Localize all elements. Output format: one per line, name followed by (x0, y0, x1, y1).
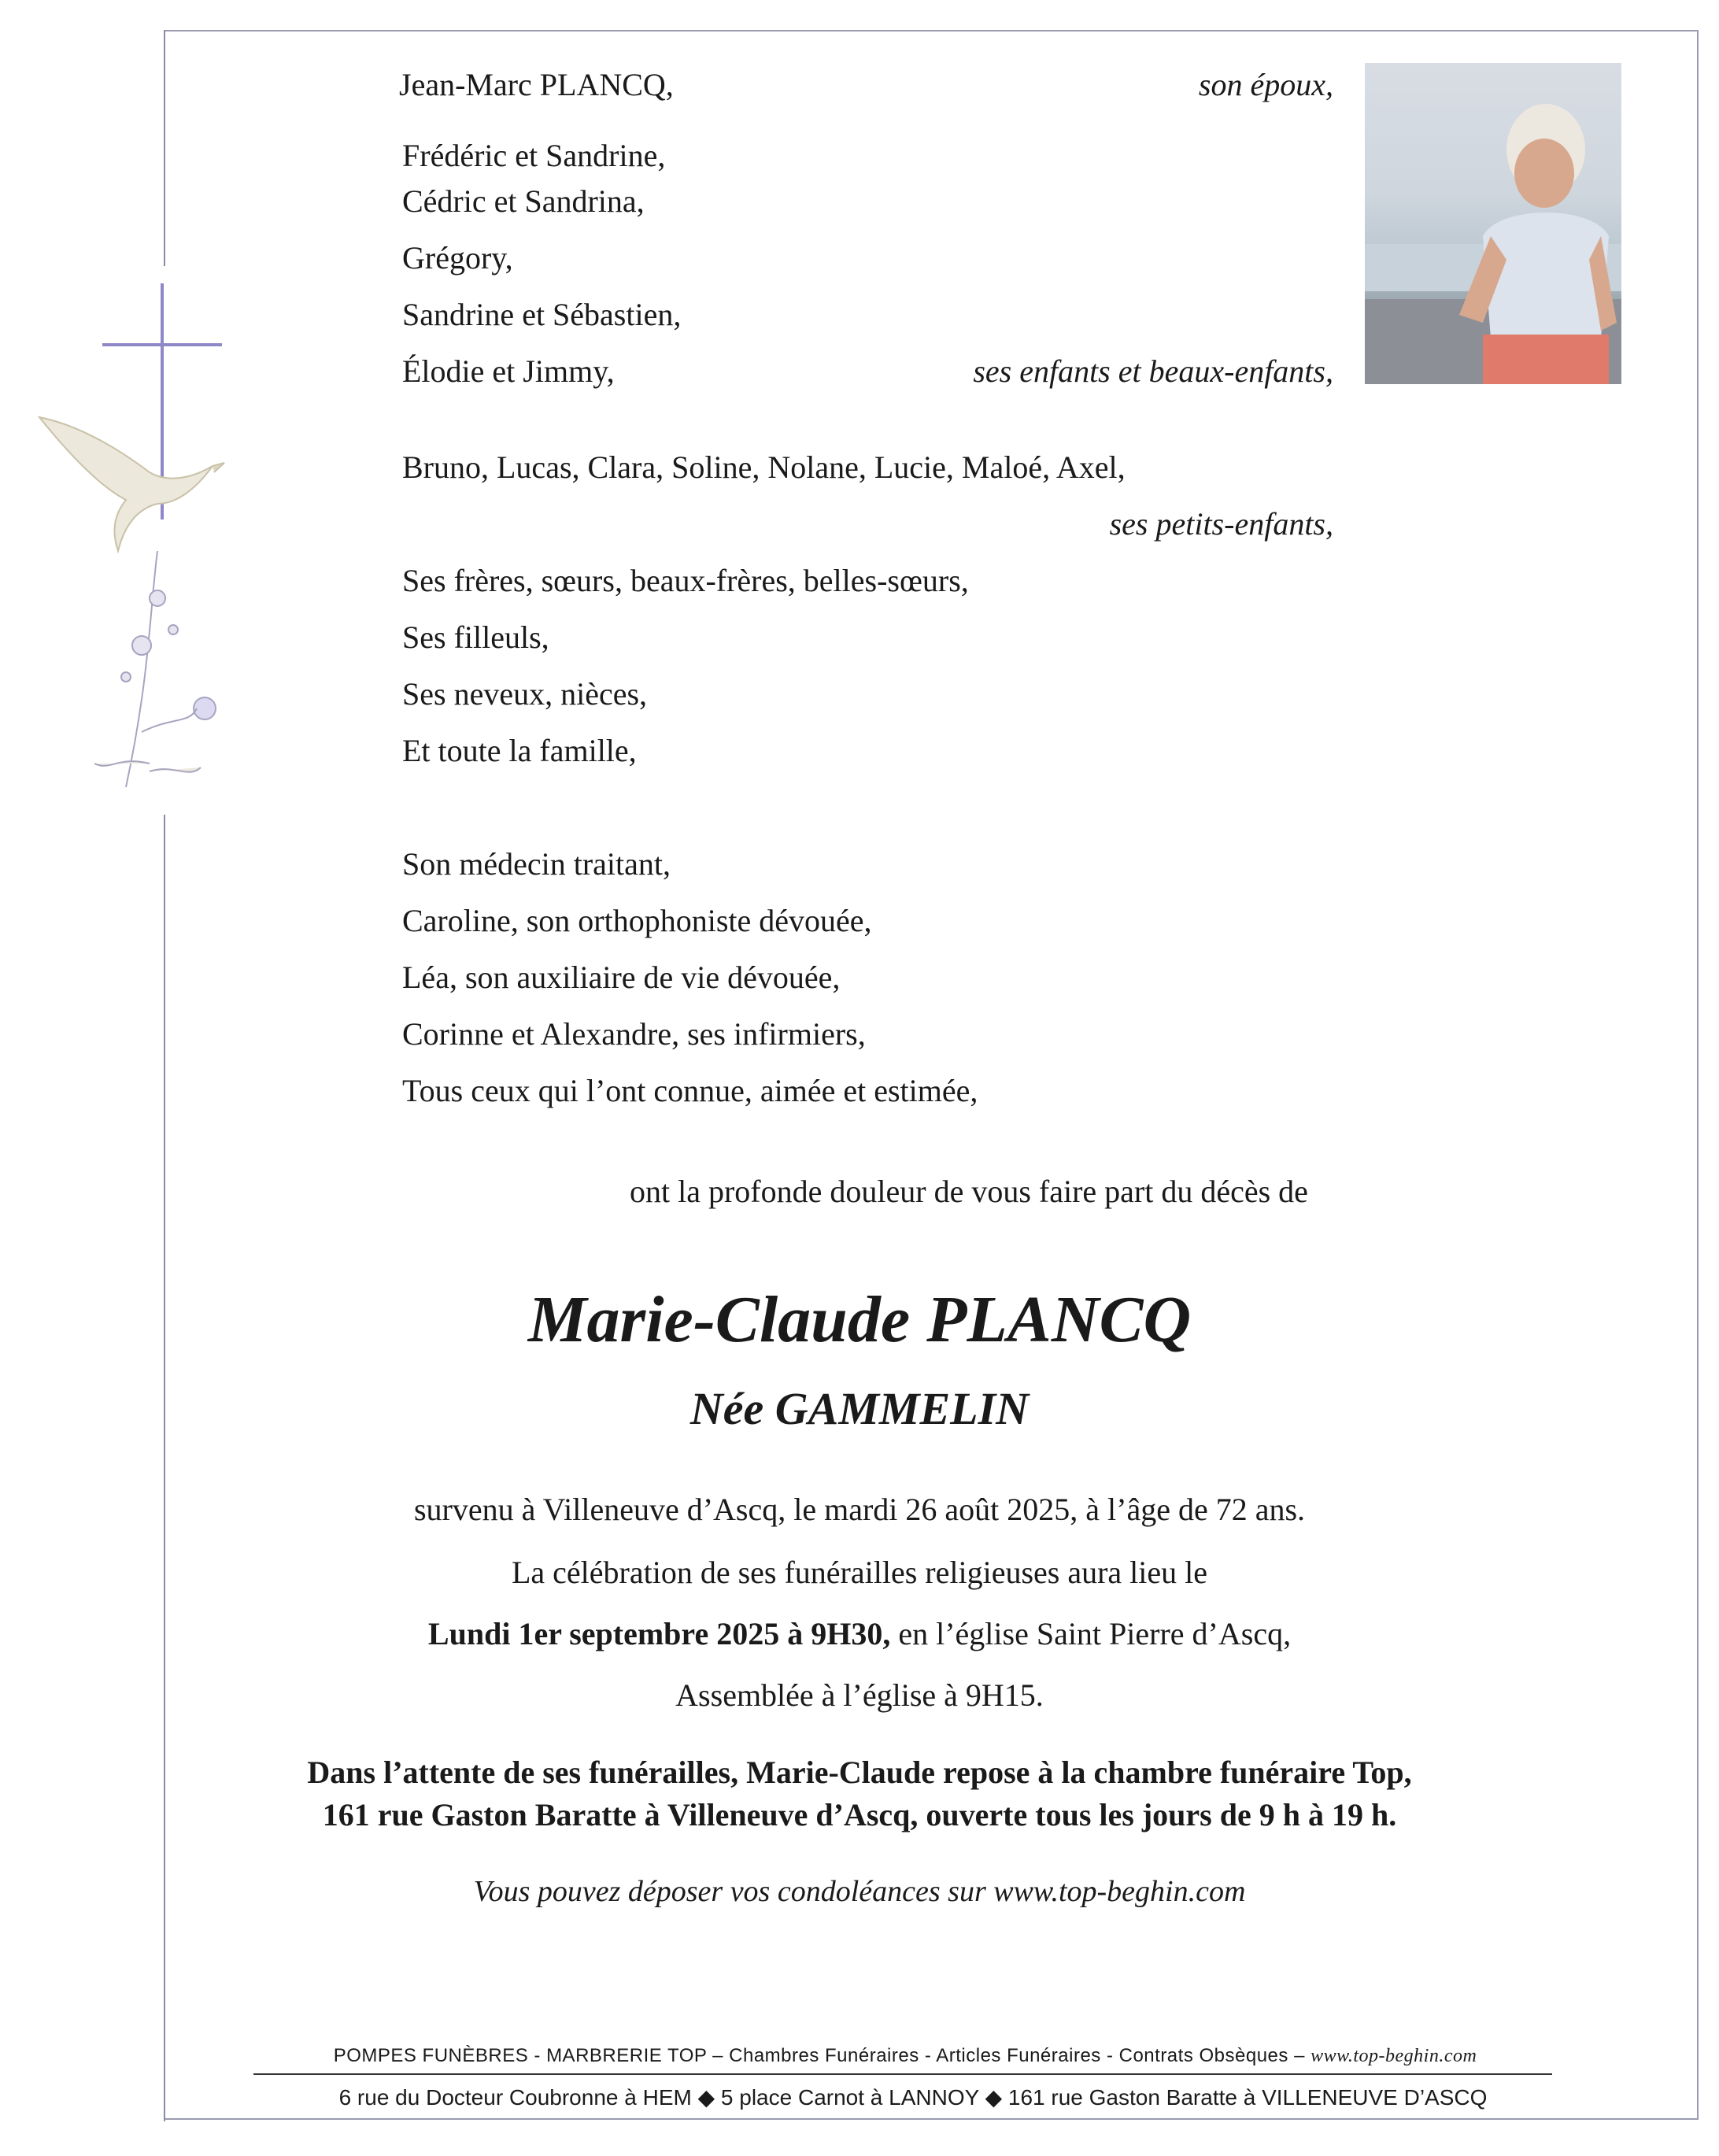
caregiver-line: Son médecin traitant, (402, 846, 671, 882)
footer-website: www.top-beghin.com (1311, 2046, 1477, 2066)
page-border-left-top (164, 30, 165, 266)
grandchildren-role: ses petits-enfants, (1109, 506, 1333, 542)
dove-flower-ornament-icon (31, 394, 252, 819)
footer-addresses: 6 rue du Docteur Coubronne à HEM ◆ 5 place Carnot à LANNOY ◆ 161 rue Gaston Baratte à VILLENEUVE D’ASCQ (338, 2085, 1488, 2110)
footer-divider (253, 2073, 1552, 2075)
caregiver-line: Tous ceux qui l’ont connue, aimée et estimée, (402, 1073, 978, 1108)
husband-name: Jean-Marc PLANCQ, (399, 67, 674, 102)
rest-line: 161 rue Gaston Baratte à Villeneuve d’Ascq, ouverte tous les jours de 9 h à 19 h. (322, 1797, 1397, 1832)
children-role: ses enfants et beaux-enfants, (973, 353, 1333, 389)
condolences-line: Vous pouvez déposer vos condoléances sur www.top-beghin.com (473, 1875, 1246, 1908)
deceased-birth-name: Née GAMMELIN (689, 1383, 1030, 1434)
announcement-text: ont la profonde douleur de vous faire part du décès de (630, 1174, 1308, 1209)
death-line: survenu à Villeneuve d’Ascq, le mardi 26 août 2025, à l’âge de 72 ans. (413, 1492, 1306, 1527)
child-line: Sandrine et Sébastien, (402, 297, 682, 332)
relative-line: Ses neveux, nièces, (402, 676, 648, 712)
deceased-name: Marie-Claude PLANCQ (527, 1283, 1192, 1356)
rest-line: Dans l’attente de ses funérailles, Marie-Claude repose à la chambre funéraire Top, (307, 1755, 1412, 1790)
child-line: Grégory, (402, 240, 513, 276)
relative-line: Et toute la famille, (402, 733, 637, 768)
cross-icon-bar (102, 343, 222, 346)
husband-role: son époux, (1198, 67, 1333, 102)
flower-icon (94, 551, 216, 787)
ceremony-date: Lundi 1er septembre 2025 à 9H30, (427, 1616, 891, 1651)
ceremony-place: en l’église Saint Pierre d’Ascq, (890, 1616, 1292, 1651)
footer-company-text: POMPES FUNÈBRES - MARBRERIE TOP – Chambres Funéraires - Articles Funéraires - Contrats Obsèques – (333, 2045, 1311, 2066)
relative-line: Ses frères, sœurs, beaux-frères, belles-sœurs, (402, 563, 969, 598)
caregiver-line: Corinne et Alexandre, ses infirmiers, (402, 1016, 866, 1052)
grandchildren-line: Bruno, Lucas, Clara, Soline, Nolane, Lucie, Maloé, Axel, (402, 449, 1126, 485)
dove-icon (39, 417, 224, 551)
assembly-line: Assemblée à l’église à 9H15. (675, 1677, 1044, 1713)
caregiver-line: Caroline, son orthophoniste dévouée, (402, 903, 872, 938)
child-line: Cédric et Sandrina, (402, 183, 645, 219)
relative-line: Ses filleuls, (402, 619, 549, 655)
ceremony-intro: La célébration de ses funérailles religieuses aura lieu le (511, 1555, 1208, 1590)
caregiver-line: Léa, son auxiliaire de vie dévouée, (402, 960, 841, 995)
portrait-photo (1365, 63, 1621, 384)
ceremony-line (0, 1618, 1719, 1650)
child-line: Frédéric et Sandrine, (402, 138, 666, 173)
page-border-left-bottom (164, 815, 165, 2121)
child-line: Élodie et Jimmy, (402, 353, 615, 389)
footer-company (252, 2045, 1558, 2067)
